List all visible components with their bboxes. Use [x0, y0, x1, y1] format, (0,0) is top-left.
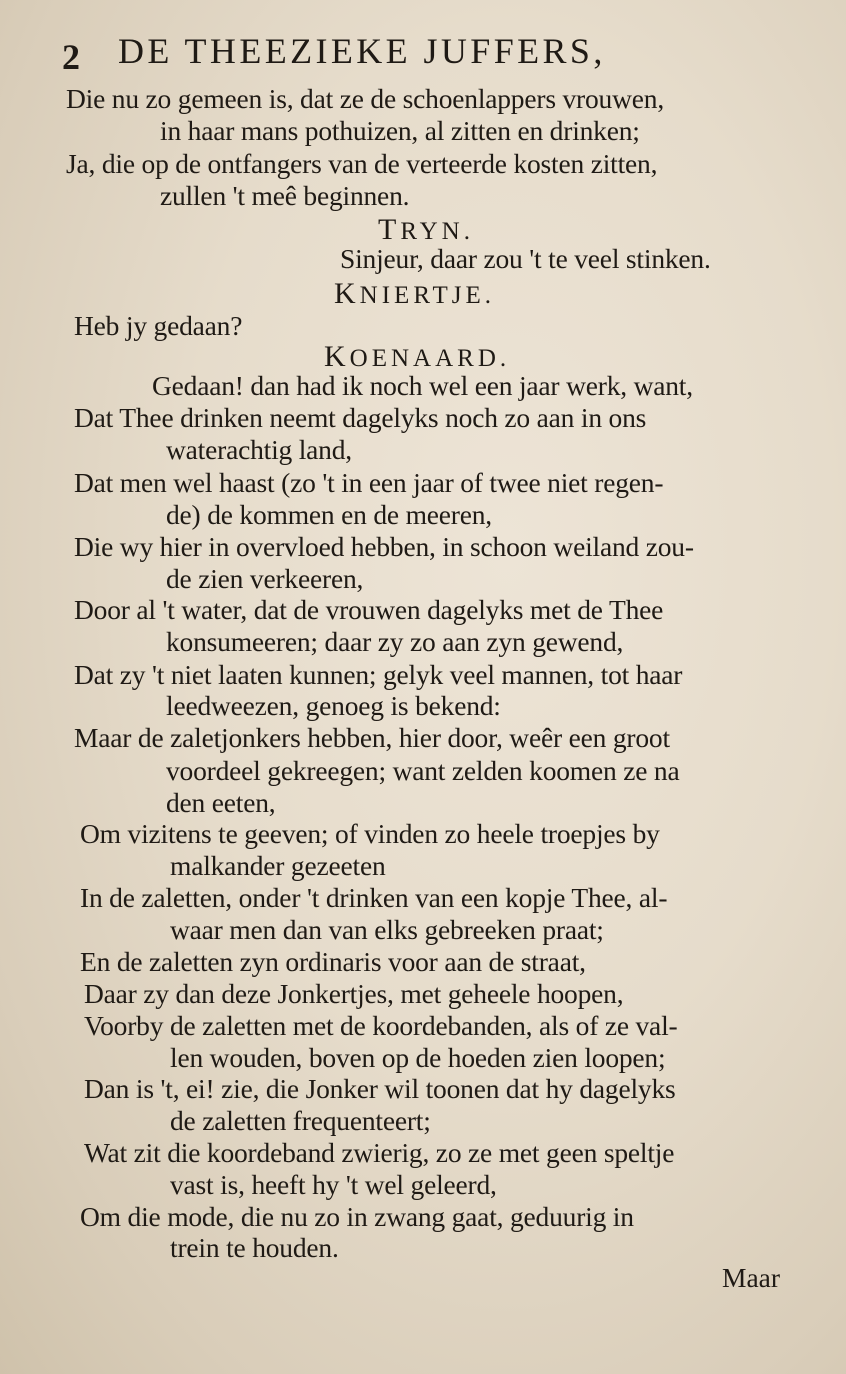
text-line: de) de kommen en de meeren,: [166, 499, 492, 530]
running-title: DE THEEZIEKE JUFFERS,: [118, 31, 606, 71]
text-line: in haar mans pothuizen, al zitten en drinken;: [160, 115, 640, 146]
text-line: Heb jy gedaan?: [74, 310, 243, 341]
text-line: Om vizitens te geeven; of vinden zo heele troepjes by: [80, 818, 660, 849]
text-line: Voorby de zaletten met de koordebanden, als of ze val-: [84, 1010, 678, 1041]
text-line: de zaletten frequenteert;: [170, 1105, 431, 1136]
text-line: Dat zy 't niet laaten kunnen; gelyk veel mannen, tot haar: [74, 659, 683, 690]
text-line: Wat zit die koordeband zwierig, zo ze met geen speltje: [84, 1137, 675, 1168]
text-line: leedweezen, genoeg is bekend:: [166, 690, 501, 721]
text-line: En de zaletten zyn ordinaris voor aan de straat,: [80, 946, 586, 977]
page-number: 2: [62, 37, 80, 77]
text-line: Die wy hier in overvloed hebben, in schoon weiland zou-: [74, 531, 694, 562]
text-line: Maar de zaletjonkers hebben, hier door, weêr een groot: [74, 722, 670, 753]
text-line: Gedaan! dan had ik noch wel een jaar werk, want,: [152, 370, 693, 401]
text-line: voordeel gekreegen; want zelden koomen ze na: [166, 755, 680, 786]
text-line: len wouden, boven op de hoeden zien loopen;: [170, 1042, 666, 1073]
text-line: waar men dan van elks gebreeken praat;: [170, 914, 604, 945]
text-line: de zien verkeeren,: [166, 563, 364, 594]
text-line: Die nu zo gemeen is, dat ze de schoenlappers vrouwen,: [66, 83, 664, 114]
text-line: Sinjeur, daar zou 't te veel stinken.: [340, 243, 711, 274]
text-line: zullen 't meê beginnen.: [160, 180, 410, 211]
text-line: den eeten,: [166, 787, 276, 818]
text-line: Ja, die op de ontfangers van de verteerde kosten zitten,: [66, 148, 658, 179]
speaker-koenaard: KOENAARD.: [324, 340, 511, 373]
text-line: In de zaletten, onder 't drinken van een kopje Thee, al-: [80, 882, 668, 913]
text-line: Dat men wel haast (zo 't in een jaar of twee niet regen-: [74, 467, 664, 498]
text-line: vast is, heeft hy 't wel geleerd,: [170, 1169, 497, 1200]
text-line: trein te houden.: [170, 1232, 339, 1263]
text-line: malkander gezeeten: [170, 850, 386, 881]
text-line: Daar zy dan deze Jonkertjes, met geheele hoopen,: [84, 978, 624, 1009]
text-line: konsumeeren; daar zy zo aan zyn gewend,: [166, 626, 624, 657]
text-line: Dan is 't, ei! zie, die Jonker wil toonen dat hy dagelyks: [84, 1073, 676, 1104]
text-line: Om die mode, die nu zo in zwang gaat, geduurig in: [80, 1201, 634, 1232]
text-line: waterachtig land,: [166, 434, 352, 465]
catchword: Maar: [722, 1262, 781, 1293]
speaker-kniertje: KNIERTJE.: [334, 277, 496, 310]
text-line: Door al 't water, dat de vrouwen dagelyks met de Thee: [74, 594, 664, 625]
text-line: Dat Thee drinken neemt dagelyks noch zo aan in ons: [74, 402, 647, 433]
speaker-tryn: TRYN.: [378, 213, 474, 246]
